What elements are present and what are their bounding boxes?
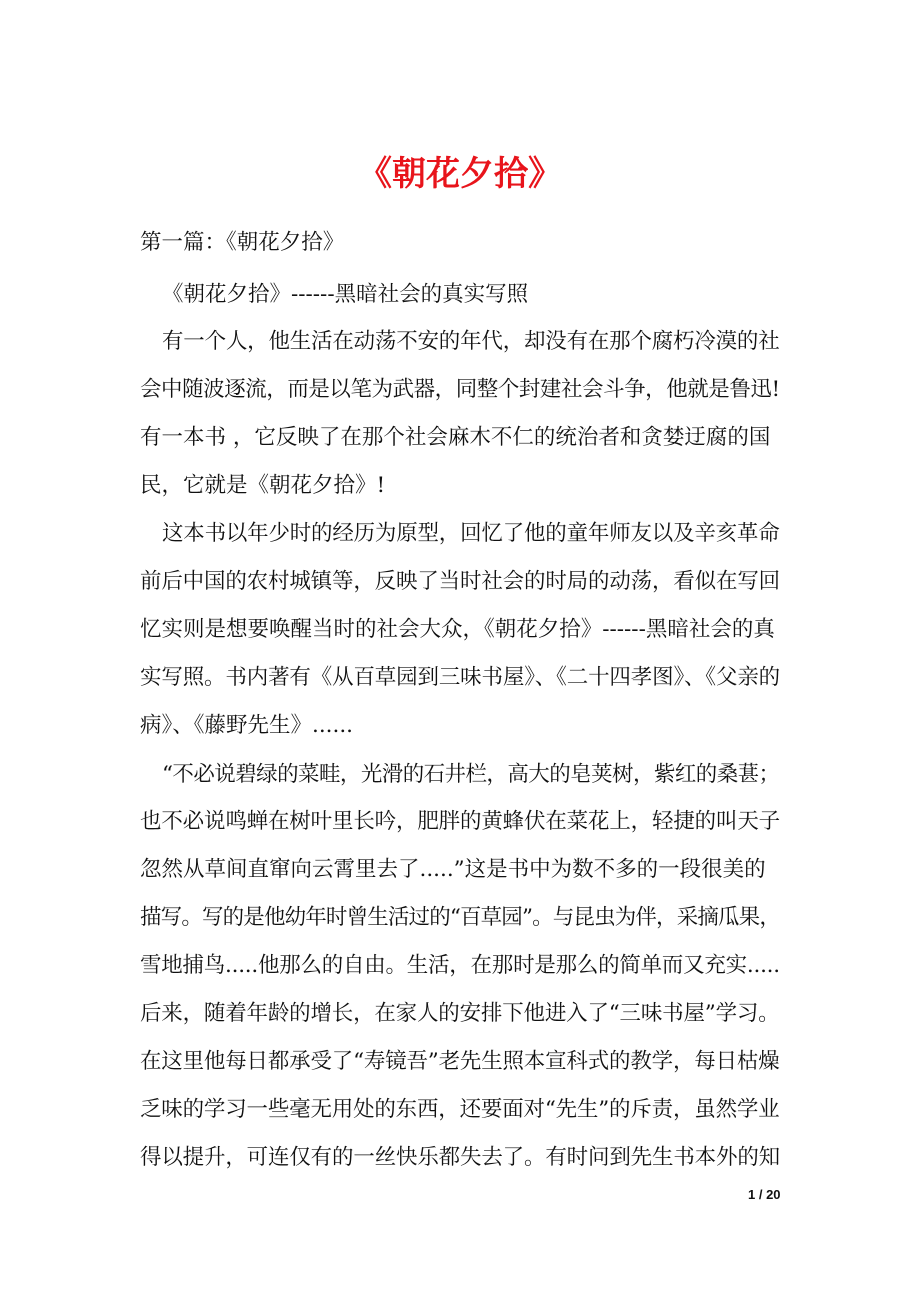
body-line: 忽然从草间直窜向云霄里去了.....”这是书中为数不多的一段很美的 xyxy=(140,857,766,882)
page-number: 1 / 20 xyxy=(748,1187,781,1202)
body-line: 有一本书 ，它反映了在那个社会麻木不仁的统治者和贪婪迂腐的国 xyxy=(140,425,771,450)
body-line: 也不必说鸣蝉在树叶里长吟，肥胖的黄蜂伏在菜花上，轻捷的叫天子 xyxy=(140,809,781,834)
body-line: 有一个人，他生活在动荡不安的年代，却没有在那个腐朽冷漠的社 xyxy=(162,329,780,354)
body-line: 雪地捕鸟.....他那么的自由。生活，在那时是那么的简单而又充实..... xyxy=(140,953,780,978)
body-line: 乏味的学习一些毫无用处的东西，还要面对“先生”的斥责，虽然学业 xyxy=(140,1097,780,1122)
body-line: 病》、《藤野先生》...... xyxy=(140,713,354,738)
body-line: “不必说碧绿的菜畦，光滑的石井栏，高大的皂荚树，紫红的桑葚； xyxy=(162,762,780,787)
body-line: 会中随波逐流，而是以笔为武器，同整个封建社会斗争，他就是鲁迅! xyxy=(140,377,780,402)
body-line: 实写照。书内著有《从百草园到三味书屋》、《二十四孝图》、《父亲的 xyxy=(140,665,781,690)
body-line: 在这里他每日都承受了“寿镜吾”老先生照本宣科式的教学，每日枯燥 xyxy=(140,1049,780,1074)
body-line: 后来，随着年龄的增长，在家人的安排下他进入了“三味书屋”学习。 xyxy=(140,1001,780,1026)
document-title: 《朝花夕拾》 xyxy=(358,154,562,194)
section-heading: 第一篇：《朝花夕拾》 xyxy=(140,230,345,255)
body-line: 忆实则是想要唤醒当时的社会大众，《朝花夕拾》------黑暗社会的真 xyxy=(140,617,775,642)
body-line: 描写。写的是他幼年时曾生活过的“百草园”。与昆虫为伴，采摘瓜果， xyxy=(140,905,780,930)
body-line: 得以提升，可连仅有的一丝快乐都失去了。有时问到先生书本外的知 xyxy=(140,1145,781,1170)
subtitle-line: 《朝花夕拾》------黑暗社会的真实写照 xyxy=(162,282,529,307)
body-line: 这本书以年少时的经历为原型，回忆了他的童年师友以及辛亥革命 xyxy=(162,521,780,546)
body-line: 民，它就是《朝花夕拾》! xyxy=(140,473,386,498)
body-line: 前后中国的农村城镇等，反映了当时社会的时局的动荡，看似在写回 xyxy=(140,569,781,594)
